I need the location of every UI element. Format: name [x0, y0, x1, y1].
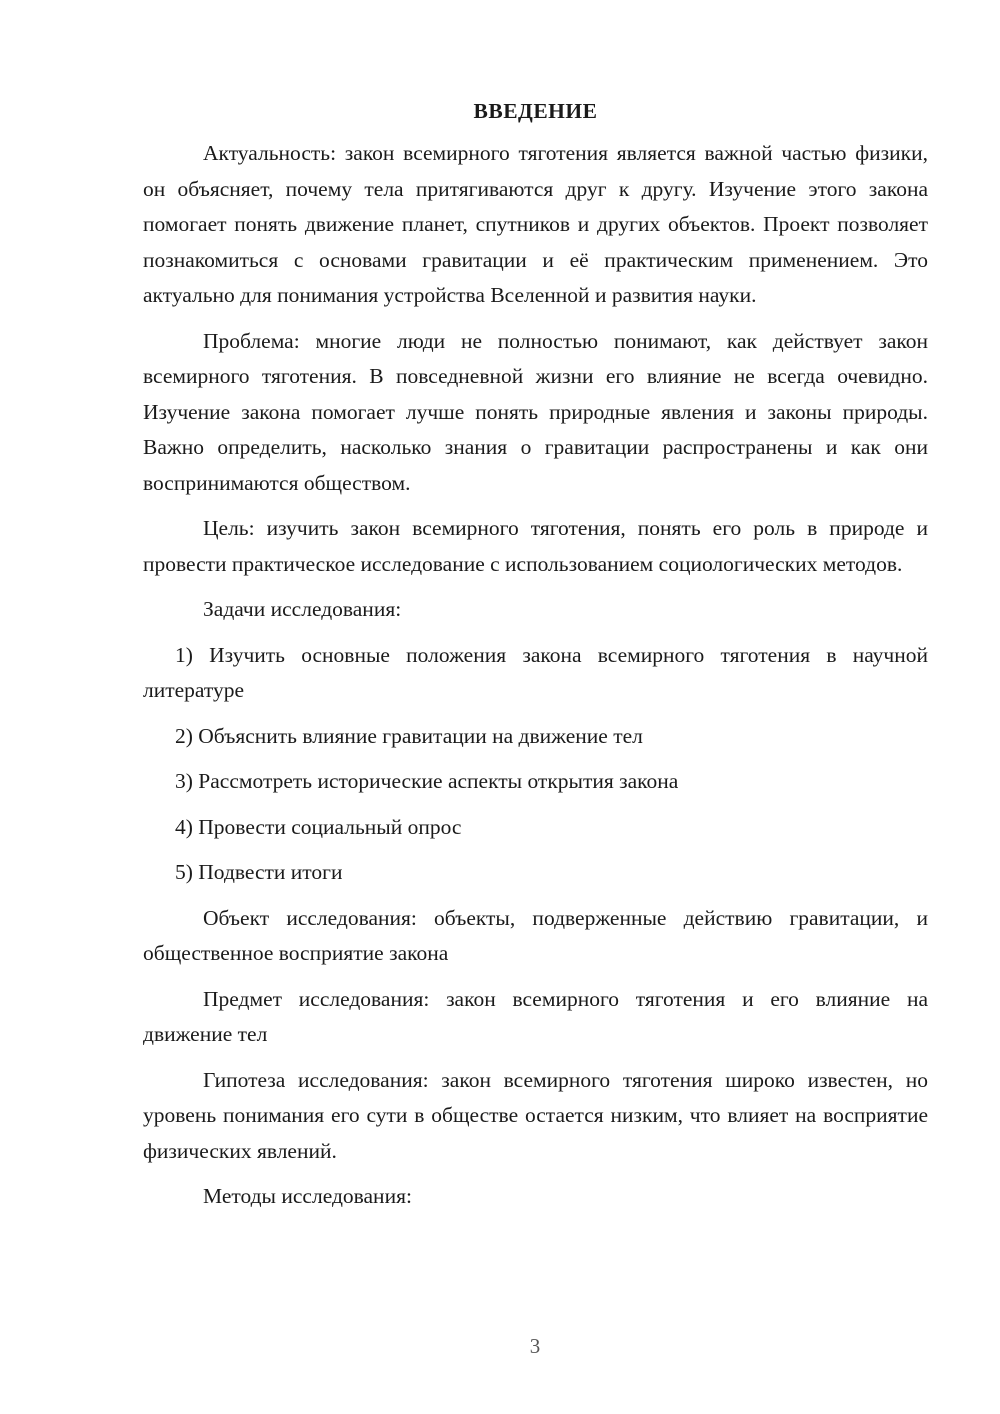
section-heading: ВВЕДЕНИЕ — [473, 99, 598, 123]
task-item-4: 4) Провести социальный опрос — [175, 814, 462, 839]
document-page — [143, 96, 928, 1225]
page-number: 3 — [529, 1334, 541, 1358]
tasks-title: Задачи исследования: — [203, 597, 402, 621]
paragraph-object: Объект исследования: объекты, подверженные действию гравитации, и общественное восприятие закона — [143, 905, 928, 965]
task-item-3: 3) Рассмотреть исторические аспекты открытия закона — [175, 769, 679, 793]
paragraph-subject: Предмет исследования: закон всемирного тяготения и его влияние на движение тел — [143, 986, 928, 1046]
paragraph-problem: Проблема: многие люди не полностью понимают, как действует закон всемирного тяготения. В повседневной жизни его влияние не всегда очевидно. Изучение закона помогает лучше понять природные явления и законы природы. Важно определить, насколько знания о гравитации распространены и как они воспринимаются обществом. — [143, 328, 928, 495]
task-item-1: 1) Изучить основные положения закона всемирного тяготения в научной литературе — [143, 642, 928, 702]
paragraph-relevance: Актуальность: закон всемирного тяготения является важной частью физики, он объясняет, почему тела притягиваются друг к другу. Изучение этого закона помогает понять движение планет, спутников и других объектов. Проект позволяет познакомиться с основами гравитации и её практическим применением. Это актуально для понимания устройства Вселенной и развития науки. — [143, 141, 928, 307]
task-item-2: 2) Объяснить влияние гравитации на движение тел — [175, 723, 643, 748]
paragraph-goal: Цель: изучить закон всемирного тяготения, понять его роль в природе и провести практическое исследование с использованием социологических методов. — [143, 516, 928, 576]
methods-title: Методы исследования: — [203, 1184, 412, 1208]
paragraph-hypothesis: Гипотеза исследования: закон всемирного тяготения широко известен, но уровень понимания его сути в обществе остается низким, что влияет на восприятие физических явлений. — [143, 1067, 928, 1163]
task-item-5: 5) Подвести итоги — [175, 860, 343, 884]
